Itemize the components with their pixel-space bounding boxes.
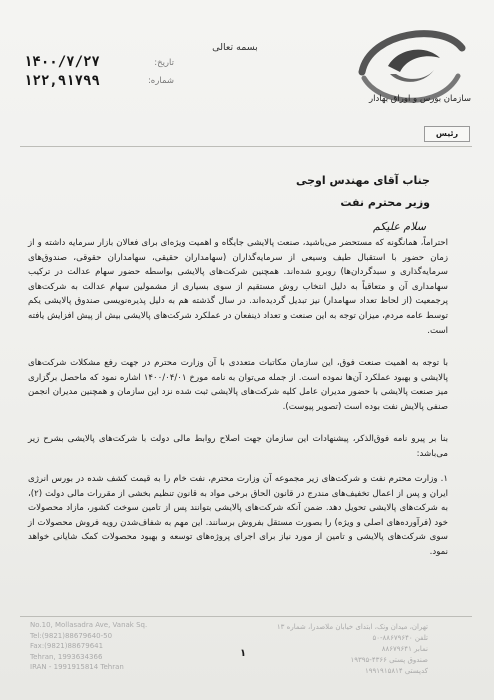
body-paragraph-3: بنا بر پیرو نامه فوق‌الذکر، پیشنهادات این سازمان جهت اصلاح روابط مالی دولت با شرکت‌های پالایشی بشرح زیر می‌باشد:	[28, 434, 448, 459]
number-value: ۱۲۲,۹۱۷۹۹	[24, 73, 100, 89]
classification-stamp: رئیس	[424, 126, 470, 142]
footer-line: No.10, Mollasadra Ave, Vanak Sq.	[30, 621, 148, 629]
footer-line: تهران، میدان ونک، ابتدای خیابان ملاصدرا، شماره ۱۳	[276, 623, 428, 631]
body-paragraph-2: با توجه به اهمیت صنعت فوق، این سازمان مکاتبات متعددی با آن وزارت محترم در جهت رفع مشکلات شرکت‌های پالایشی و بهبود عملکرد آن‌ها نموده است. از جمله می‌توان به نامه مورخ ۱۴۰۰/۰۴/۰۱ اشاره نمود که ماحصل برگزاری میز صنعت پالایشی با حضور مدیران عامل کلیه شرکت‌های پالایشی ثبت شده نزد این سازمان و همچنین مدیران انجمن صنفی پالایش نفت بوده است (تصویر پیوست).	[28, 358, 448, 412]
footer-line: IRAN - 1991915814 Tehran	[30, 663, 124, 671]
footer-line: Fax:(9821)88679641	[30, 642, 104, 650]
salutation: سلام علیکم	[372, 220, 426, 233]
header-divider	[20, 146, 472, 147]
date-label: تاریخ:	[154, 58, 174, 68]
organization-name: سازمان بورس و اوراق بهادار	[368, 94, 471, 104]
letter-number-field	[24, 73, 174, 89]
footer-line: تلفن ۸۸۶۷۹۶۴۰-۵۰	[372, 634, 428, 642]
number-label: شماره:	[147, 76, 174, 86]
page-number: ۱	[240, 648, 247, 659]
organization-logo-icon	[350, 14, 468, 126]
footer-divider	[20, 616, 472, 617]
basmala: بسمه تعالی	[212, 42, 258, 53]
footer-address-persian	[268, 622, 428, 677]
addressee-title: وزیر محترم نفت	[340, 196, 430, 209]
footer-line: کدپستی ۱۹۹۱۹۱۵۸۱۴	[365, 667, 428, 675]
footer-line: Tehran, 1993634366	[30, 652, 103, 661]
footer-address-english	[30, 620, 180, 673]
footer-line: Tel:(9821)88679640-50	[30, 631, 113, 640]
date-field	[24, 54, 174, 70]
addressee-name: جناب آقای مهندس اوجی	[295, 174, 430, 187]
body-paragraph-4: ۱. وزارت محترم نفت و شرکت‌های زیر مجموعه آن وزارت محترم، نفت خام را به قیمت کشف شده در بورس انرژی ایران و پس از اعمال تخفیف‌های مندرج در قانون الحاق برخی مواد به قانون تنظیم بخشی از مقررات مالی دولت (۲)، به شرکت‌های پالایشی تحویل دهد. ضمن آنکه شرکت‌های پالایشی بتوانند پس از تامین سوخت کشور، مازاد محصولات خود (فرآورده‌های اصلی و ویژه) را بصورت مستقل بفروش برسانند. این مهم به شفاف‌شدن رویه فروش محصولات از سوی شرکت‌های پالایشی و تامین از مورد نیاز برای اجرای پروژه‌های توسعه و بهبود محصولات کمک شایانی خواهد نمود.	[28, 474, 448, 557]
footer-line: نمابر ۸۸۶۷۹۶۴۱	[381, 645, 428, 653]
footer-line: صندوق پستی ۴۳۶۶-۱۹۳۹۵	[350, 656, 428, 664]
body-paragraph-1: احتراماً، همانگونه که مستحضر می‌باشید، صنعت پالایشی جایگاه و اهمیت ویژه‌ای برای فعالان بازار سرمایه داشته و از زمان حضور با استقبال طیف وسیعی از سرمایه‌گذاران (سهامداران حقیقی، سهامداران حقوقی، صندوق‌های سرمایه‌گذاری و سبدگردان‌ها) روبرو شده‌اند. همچنین شرکت‌های پالایشی بواسطه حضور سهام عدالت در ترکیب سهامداری آن و متعاقباً به دلیل انتخاب روش مستقیم از سوی بسیاری از مشمولین سهام عدالت به شرکت‌های پرجمعیت (از لحاظ تعداد سهامدار) نیز تبدیل گردیده‌اند. در سال گذشته هم به دلیل پذیره‌نویسی صندوق پالایشی یکم توسط عامه مردم، میزان توجه به این صنعت و تعداد ذینفعان در عملکرد شرکت‌های پالایشی بیش از پیش افزایش یافته است.	[28, 238, 448, 336]
date-value: ۱۴۰۰/۷/۲۷	[24, 54, 100, 70]
